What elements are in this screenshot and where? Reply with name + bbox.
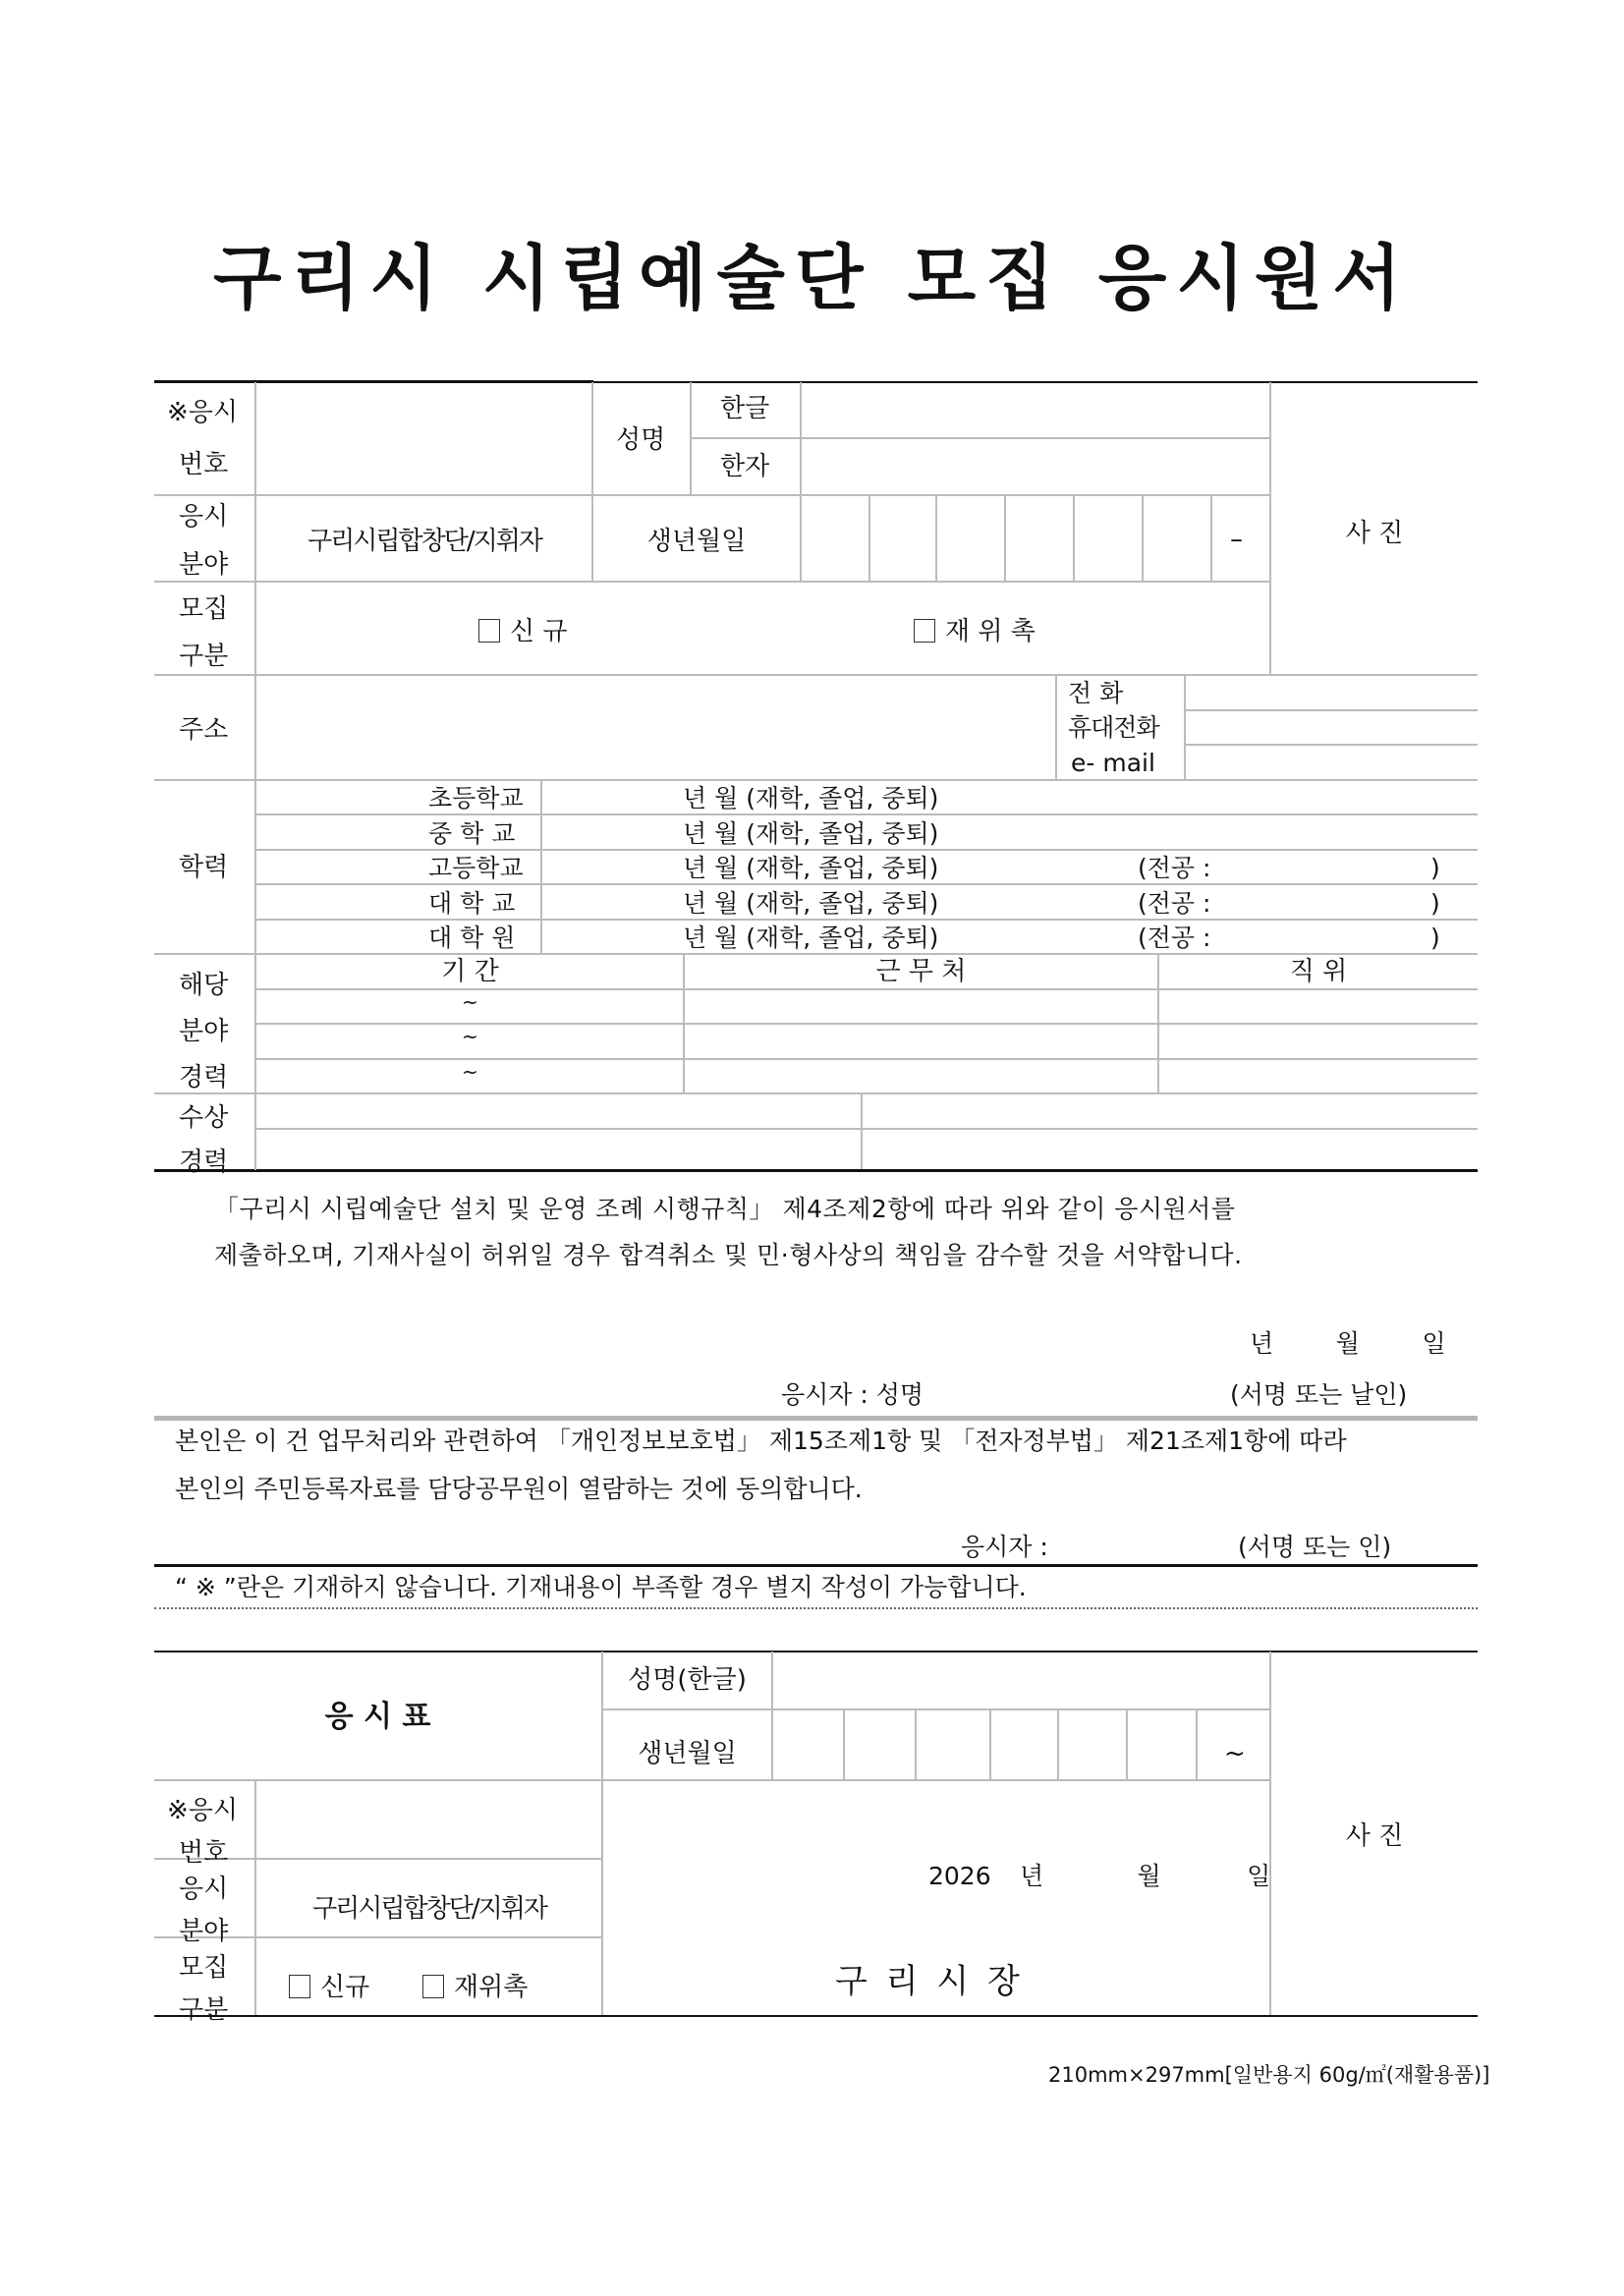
ticket-recruit-label: 모집 <box>179 1953 229 1983</box>
ticket-birth-label: 생년월일 <box>638 1739 737 1768</box>
ticket-birth-field[interactable] <box>774 1710 1268 1778</box>
checkbox-new[interactable] <box>478 619 500 643</box>
ticket-option-renew-label: 재위촉 <box>454 1973 529 2002</box>
birth-label: 생년월일 <box>646 527 747 556</box>
education-period: 년 월 (재학, 졸업, 중퇴) <box>683 819 939 848</box>
recruit-label-2: 구분 <box>179 642 229 671</box>
ticket-field-value: 구리시립합창단/지휘자 <box>312 1894 546 1924</box>
consent-signer: 응시자 : <box>961 1533 1048 1561</box>
career-header-position: 직 위 <box>1289 957 1348 986</box>
phone-label: 전 화 <box>1068 679 1124 707</box>
birth-date-field[interactable] <box>803 496 1268 580</box>
page-title: 구리시 시립예술단 모집 응시원서 <box>213 236 1411 319</box>
consent-line-2: 본인의 주민등록자료를 담당공무원이 열람하는 것에 동의합니다. <box>175 1475 863 1503</box>
option-new-label: 신 규 <box>510 617 568 646</box>
exam-no-field[interactable] <box>257 383 589 493</box>
option-new[interactable] <box>478 619 568 644</box>
ticket-bottom-border <box>154 2015 1478 2017</box>
pledge-signer: 응시자 : 성명 <box>781 1380 924 1409</box>
ticket-option-renew[interactable] <box>422 1975 528 2000</box>
ticket-name-label: 성명(한글) <box>628 1665 747 1695</box>
ticket-title: 응 시 표 <box>324 1700 431 1734</box>
career-header-period: 기 간 <box>441 957 499 986</box>
ticket-date-year: 2026 <box>928 1862 991 1890</box>
address-label: 주소 <box>179 715 229 745</box>
career-label-3: 경력 <box>179 1063 229 1092</box>
name-label: 성명 <box>616 425 666 455</box>
ticket-photo-label: 사 진 <box>1345 1821 1404 1851</box>
ticket-option-new-label: 신규 <box>320 1973 370 2002</box>
note-text: “ ※ ”란은 기재하지 않습니다. 기재내용이 부족할 경우 별지 작성이 가능합니다. <box>175 1573 1027 1601</box>
school-name: 초등학교 <box>428 784 524 812</box>
hanja-label: 한자 <box>720 452 770 481</box>
major-label: (전공 : <box>1138 889 1211 918</box>
name-hangul-field[interactable] <box>803 383 1268 436</box>
consent-divider <box>154 1416 1478 1421</box>
career-label-2: 분야 <box>179 1017 229 1046</box>
photo-label: 사 진 <box>1345 519 1404 548</box>
field-label: 응시 <box>179 502 229 532</box>
address-field[interactable] <box>257 676 1053 778</box>
field-label-2: 분야 <box>179 550 229 580</box>
ticket-checkbox-new[interactable] <box>289 1975 310 1998</box>
pledge-line-1: 「구리시 시립예술단 설치 및 운영 조례 시행규칙」 제4조제2항에 따라 위와 같이 응시원서를 <box>214 1195 1236 1223</box>
school-name: 중 학 교 <box>428 819 516 848</box>
pledge-sign-note: (서명 또는 날인) <box>1230 1380 1408 1409</box>
education-period: 년 월 (재학, 졸업, 중퇴) <box>683 854 939 882</box>
cut-line <box>154 1607 1478 1609</box>
mobile-field[interactable] <box>1187 711 1478 743</box>
birth-dash: – <box>1230 525 1243 554</box>
school-name: 고등학교 <box>428 854 524 882</box>
major-close: ) <box>1430 889 1440 918</box>
exam-no-label-2: 번호 <box>179 450 229 479</box>
ticket-field-label-2: 분야 <box>179 1917 229 1946</box>
note-divider <box>154 1564 1478 1567</box>
ticket-checkbox-renew[interactable] <box>422 1975 444 1998</box>
school-name: 대 학 교 <box>428 889 516 918</box>
ticket-field-label: 응시 <box>179 1875 229 1904</box>
career-label: 해당 <box>179 971 229 1000</box>
ticket-exam-no-label-2: 번호 <box>179 1838 229 1868</box>
consent-sign-note: (서명 또는 인) <box>1238 1533 1392 1561</box>
pledge-date: 년 월 일 <box>1250 1329 1446 1358</box>
option-renew-label: 재 위 촉 <box>945 617 1036 646</box>
career-tilde: ~ <box>462 1060 478 1084</box>
education-label: 학력 <box>179 853 229 882</box>
ticket-exam-no-field[interactable] <box>257 1781 599 1857</box>
option-renew[interactable] <box>914 619 1036 644</box>
career-tilde: ~ <box>462 990 478 1014</box>
checkbox-renew[interactable] <box>914 619 935 643</box>
education-period: 년 월 (재학, 졸업, 중퇴) <box>683 784 939 812</box>
hangul-label: 한글 <box>720 394 770 423</box>
mobile-label: 휴대전화 <box>1068 713 1159 742</box>
ticket-mayor: 구 리 시 장 <box>835 1962 1024 2001</box>
education-period: 년 월 (재학, 졸업, 중퇴) <box>683 924 939 952</box>
ticket-date-rest: 년 월 일 <box>1020 1862 1271 1890</box>
field-value: 구리시립합창단/지휘자 <box>308 527 541 556</box>
ticket-birth-tilde: ~ <box>1224 1739 1246 1768</box>
paper-spec-footer: 210mm×297mm[일반용지 60g/㎡(재활용품)] <box>1048 2063 1490 2087</box>
ticket-option-new[interactable] <box>289 1975 369 2000</box>
phone-field[interactable] <box>1187 676 1478 708</box>
education-period: 년 월 (재학, 졸업, 중퇴) <box>683 889 939 918</box>
form-bottom-border <box>154 1169 1478 1172</box>
major-close: ) <box>1430 924 1440 952</box>
award-label-2: 경력 <box>179 1148 229 1177</box>
email-label: e- mail <box>1071 749 1155 777</box>
recruit-label: 모집 <box>179 594 229 624</box>
award-label: 수상 <box>179 1103 229 1133</box>
major-label: (전공 : <box>1138 924 1211 952</box>
pledge-line-2: 제출하오며, 기재사실이 허위일 경우 합격취소 및 민·형사상의 책임을 감수할 것을 서약합니다. <box>214 1241 1243 1269</box>
email-field[interactable] <box>1187 746 1478 778</box>
career-tilde: ~ <box>462 1025 478 1048</box>
ticket-exam-no-label: ※응시 <box>167 1796 239 1825</box>
major-close: ) <box>1430 854 1440 882</box>
name-hanja-field[interactable] <box>803 439 1268 493</box>
exam-no-label: ※응시 <box>167 398 239 427</box>
major-label: (전공 : <box>1138 854 1211 882</box>
consent-line-1: 본인은 이 건 업무처리와 관련하여 「개인정보보호법」 제15조제1항 및 「전자정부법」 제21조제1항에 따라 <box>175 1427 1347 1455</box>
career-header-workplace: 근 무 처 <box>875 957 967 986</box>
ticket-name-field[interactable] <box>774 1652 1268 1708</box>
school-name: 대 학 원 <box>428 924 516 952</box>
ticket-recruit-label-2: 구분 <box>179 1995 229 2025</box>
